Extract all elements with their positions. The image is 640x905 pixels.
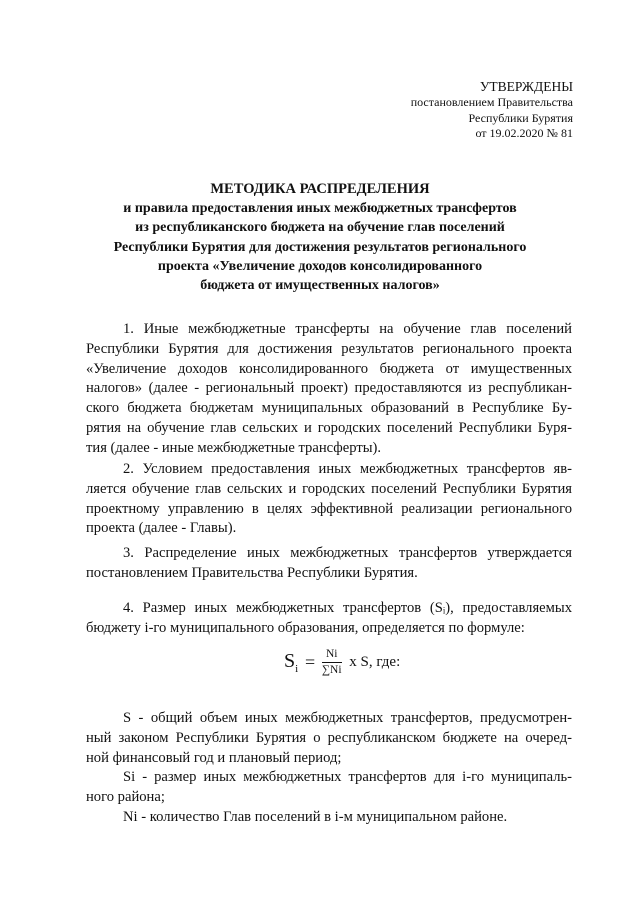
formula-fraction — [322, 648, 342, 677]
definition-line: Si - размер иных межбюджетных трансфертов для i-го муниципаль- — [123, 769, 572, 786]
formula-numerator: Ni — [322, 648, 342, 663]
title-line: и правила предоставления иных межбюджетных трансфертов — [123, 201, 517, 217]
formula-lhs-symbol: S — [284, 650, 296, 672]
formula-denominator: ∑Ni — [321, 664, 342, 676]
text-line: ляется обучение глав сельских и городских поселений Республики Бурятия — [86, 480, 572, 497]
distribution-formula — [284, 648, 400, 677]
definition-line: ной финансовый год и плановый период; — [86, 749, 342, 766]
text-line: «Увеличение доходов консолидированного бюджета от имущественных — [86, 360, 572, 377]
title-line: проекта «Увеличение доходов консолидированного — [157, 258, 483, 274]
text-line: налогов» (далее - региональный проект) предоставляются из республикан- — [86, 380, 572, 397]
approval-line: постановлением Правительства — [410, 95, 573, 109]
text-line: ского бюджета бюджетам муниципальных образований в Республике Бу- — [86, 400, 572, 417]
definition-line: ный законом Республики Бурятия о республиканском бюджете на очеред- — [86, 729, 572, 746]
text-line: Республики Бурятия для достижения результатов регионального проекта — [86, 340, 572, 357]
text-line: рятия на обучение глав сельских и городских поселений Республики Буря- — [86, 419, 572, 436]
paragraph-4 — [86, 599, 572, 639]
paragraph-2 — [86, 460, 572, 539]
formula-tail: x S, где: — [349, 654, 401, 670]
title-line: МЕТОДИКА РАСПРЕДЕЛЕНИЯ — [210, 181, 430, 197]
text-line: 2. Условием предоставления иных межбюджетных трансфертов яв- — [123, 461, 572, 477]
text-line: постановлением Правительства Республики Бурятия. — [86, 564, 418, 581]
definition-line: Ni - количество Глав поселений в i-м муниципальном районе. — [123, 808, 508, 825]
formula-equals: = — [304, 652, 316, 672]
formula-lhs — [284, 650, 299, 675]
paragraph-3 — [86, 544, 572, 584]
definition-line: ного района; — [86, 789, 165, 806]
text-line: тия (далее - иные межбюджетные трансферты). — [86, 439, 382, 456]
definition-line: S - общий объем иных межбюджетных трансфертов, предусмотрен- — [123, 710, 572, 726]
text-line: бюджету i-го муниципального образования, определяется по формуле: — [86, 619, 525, 636]
title-line: бюджета от имущественных налогов» — [200, 278, 440, 294]
formula-lhs-sub: i — [295, 663, 299, 675]
approval-line: Республики Бурятия — [468, 110, 573, 125]
definitions — [86, 709, 572, 828]
paragraph-1 — [86, 320, 572, 459]
text-line: 3. Распределение иных межбюджетных трансфертов утверждается — [123, 545, 572, 561]
text-line: проектному управлению в целях эффективной реализации регионального — [86, 500, 572, 517]
text-line: проекта (далее - Главы). — [86, 520, 237, 537]
approval-heading: УТВЕРЖДЕНЫ — [479, 79, 573, 94]
text-line: 4. Размер иных межбюджетных трансфертов (Sᵢ), предоставляемых — [123, 600, 572, 616]
document-title — [60, 180, 580, 295]
approval-date: от 19.02.2020 № 81 — [475, 126, 573, 140]
text-line: 1. Иные межбюджетные трансферты на обучение глав поселений — [123, 321, 572, 337]
title-line: Республики Бурятия для достижения результатов регионального — [113, 239, 527, 255]
approval-stamp — [411, 78, 573, 142]
title-line: из республиканского бюджета на обучение глав поселений — [135, 220, 505, 236]
